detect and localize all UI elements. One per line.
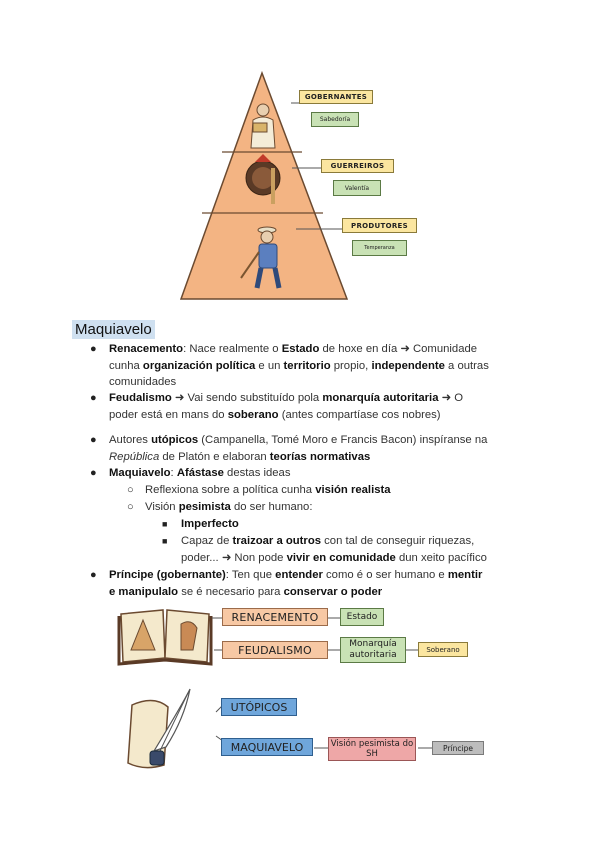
diagram-maquiavelo: MAQUIAVELO bbox=[221, 738, 313, 756]
bullet-square: ■ bbox=[162, 536, 168, 546]
bullet-circle: ○ bbox=[127, 501, 134, 513]
note-principe: Príncipe (gobernante): Ten que entender como é o ser humano e mentir e manipulalo se é necesario para conservar o poder bbox=[109, 569, 483, 598]
diagram-principe: Príncipe bbox=[432, 741, 484, 755]
diagram-soberano: Soberano bbox=[418, 642, 468, 657]
note-imperfecto: Imperfecto bbox=[181, 518, 239, 530]
bullet-dot: ● bbox=[90, 343, 97, 355]
section-title: Maquiavelo bbox=[72, 320, 155, 339]
note-vision-pesimista: Visión pesimista do ser humano: bbox=[145, 501, 313, 513]
virtue-valentia: Valentía bbox=[333, 180, 381, 196]
bullet-dot: ● bbox=[90, 569, 97, 581]
diagram-estado: Estado bbox=[340, 608, 384, 626]
bullet-dot: ● bbox=[90, 434, 97, 446]
tier-label-guerreiros: GUERREIROS bbox=[321, 159, 394, 173]
diagram-vision-pesimista: Visión pesimista do SH bbox=[328, 737, 416, 761]
note-vision-realista: Reflexiona sobre a política cunha visión realista bbox=[145, 484, 391, 496]
virtue-sabedoria: Sabedoría bbox=[311, 112, 359, 127]
virtue-temperanza: Temperanza bbox=[352, 240, 407, 256]
diagram-monarquia-autoritaria: Monarquía autoritaria bbox=[340, 637, 406, 663]
diagram-utopicos: UTÓPICOS bbox=[221, 698, 297, 716]
bullet-circle: ○ bbox=[127, 484, 134, 496]
quill-illustration bbox=[124, 685, 220, 775]
bullet-dot: ● bbox=[90, 467, 97, 479]
diagram-feudalismo: FEUDALISMO bbox=[222, 641, 328, 659]
tier-label-produtores: PRODUTORES bbox=[342, 218, 417, 233]
bullet-dot: ● bbox=[90, 392, 97, 404]
note-traizoar: Capaz de traizoar a outros con tal de conseguir riquezas, poder... ➜ Non pode vivir en comunidade dun xeito pacífico bbox=[181, 535, 487, 564]
note-utopicos: Autores utópicos (Campanella, Tomé Moro e Francis Bacon) inspíranse na República de Platón e elaboran teorías normativas bbox=[109, 434, 488, 463]
note-maquiavelo: Maquiavelo: Afástase destas ideas bbox=[109, 467, 291, 479]
bullet-square: ■ bbox=[162, 519, 168, 529]
tier-label-gobernantes: GOBERNANTES bbox=[299, 90, 373, 104]
book-illustration bbox=[117, 606, 213, 666]
note-renacemento: Renacemento: Nace realmente o Estado de hoxe en día ➜ Comunidade cunha organización política e un territorio propio, independente a outras comunidades bbox=[109, 343, 489, 388]
note-feudalismo: Feudalismo ➜ Vai sendo substituído pola monarquía autoritaria ➜ O poder está en mans do soberano (antes compartíase cos nobres) bbox=[109, 392, 464, 421]
diagram-renacemento: RENACEMENTO bbox=[222, 608, 328, 626]
